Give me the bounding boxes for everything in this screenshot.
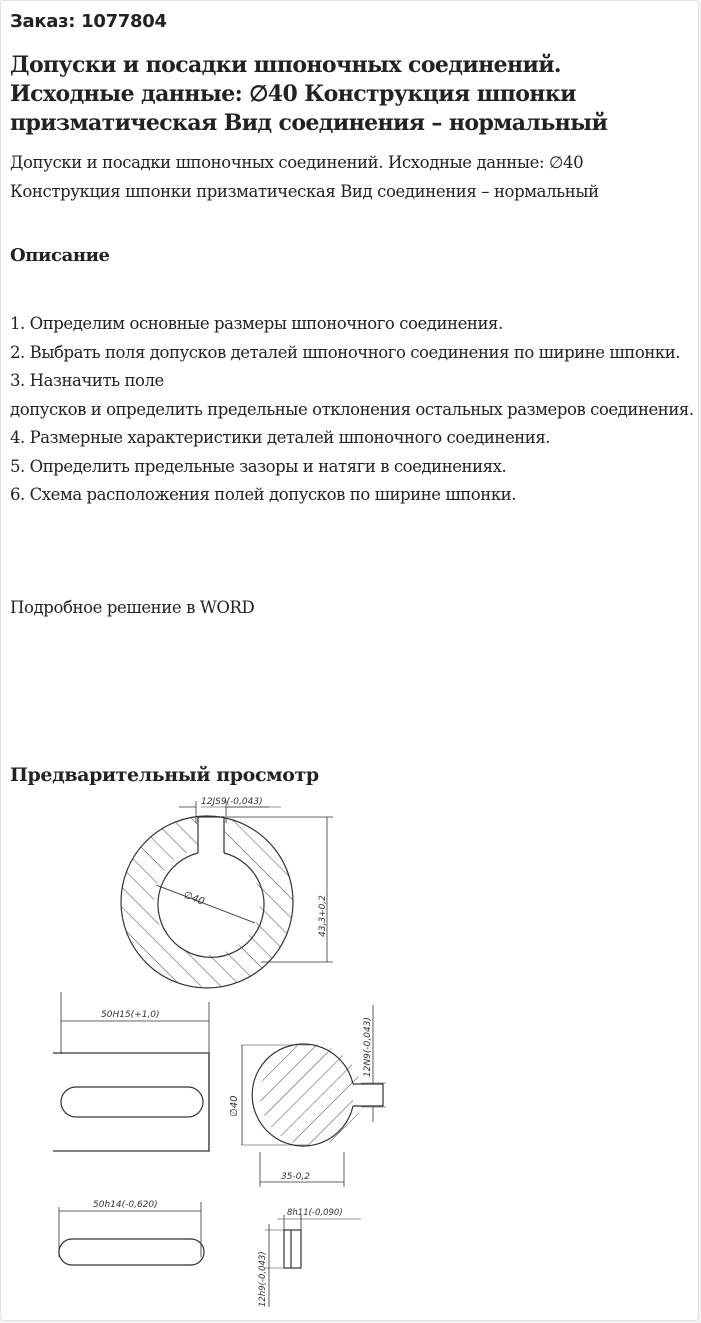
list-item: 4. Размерные характеристики деталей шпоночного соединения. xyxy=(10,428,551,447)
key-height-dim: 8h11(-0,090) xyxy=(287,1208,343,1218)
list-item: 3. Назначить поле xyxy=(10,371,164,390)
shaft-depth-dim: 35-0,2 xyxy=(281,1172,311,1182)
hub-bore-dim: ∅40 xyxy=(181,889,206,908)
slot-width-dim: 12N9(-0,043) xyxy=(363,1017,373,1077)
hub-slot-dim: 12JS9(-0,043) xyxy=(201,797,263,807)
description-heading: Описание xyxy=(10,245,110,266)
hub-depth-dim: 43,3+0,2 xyxy=(318,895,328,937)
key-width-dim: 12h9(-0,043) xyxy=(258,1251,268,1307)
list-item: 6. Схема расположения полей допусков по ширине шпонки. xyxy=(10,485,517,504)
list-item: допусков и определить предельные отклонения остальных размеров соединения. xyxy=(10,399,694,419)
hub-section xyxy=(121,801,333,988)
page-title: Допуски и посадки шпоночных соединений. Исходные данные: ∅40 Конструкция шпонки призматическая Вид соединения – нормальный xyxy=(10,52,608,136)
description-list xyxy=(10,310,696,510)
shaft-dia-dim: ∅40 xyxy=(229,1095,240,1117)
page-subtitle: Допуски и посадки шпоночных соединений. Исходные данные: ∅40 Конструкция шпонки призматическая Вид соединения – нормальный xyxy=(10,153,599,201)
key-length-top-dim: 50H15(+1,0) xyxy=(101,1010,160,1020)
preview-drawing xyxy=(41,787,391,1317)
preview-heading: Предварительный просмотр xyxy=(10,764,319,786)
word-note: Подробное решение в WORD xyxy=(10,598,255,617)
list-item: 2. Выбрать поля допусков деталей шпоночного соединения по ширине шпонки. xyxy=(10,342,681,362)
key-length-bottom-dim: 50h14(-0,620) xyxy=(93,1200,158,1210)
list-item: 1. Определим основные размеры шпоночного соединения. xyxy=(10,314,503,333)
order-number: Заказ: 1077804 xyxy=(10,11,167,32)
list-item: 5. Определить предельные зазоры и натяги в соединениях. xyxy=(10,456,507,476)
